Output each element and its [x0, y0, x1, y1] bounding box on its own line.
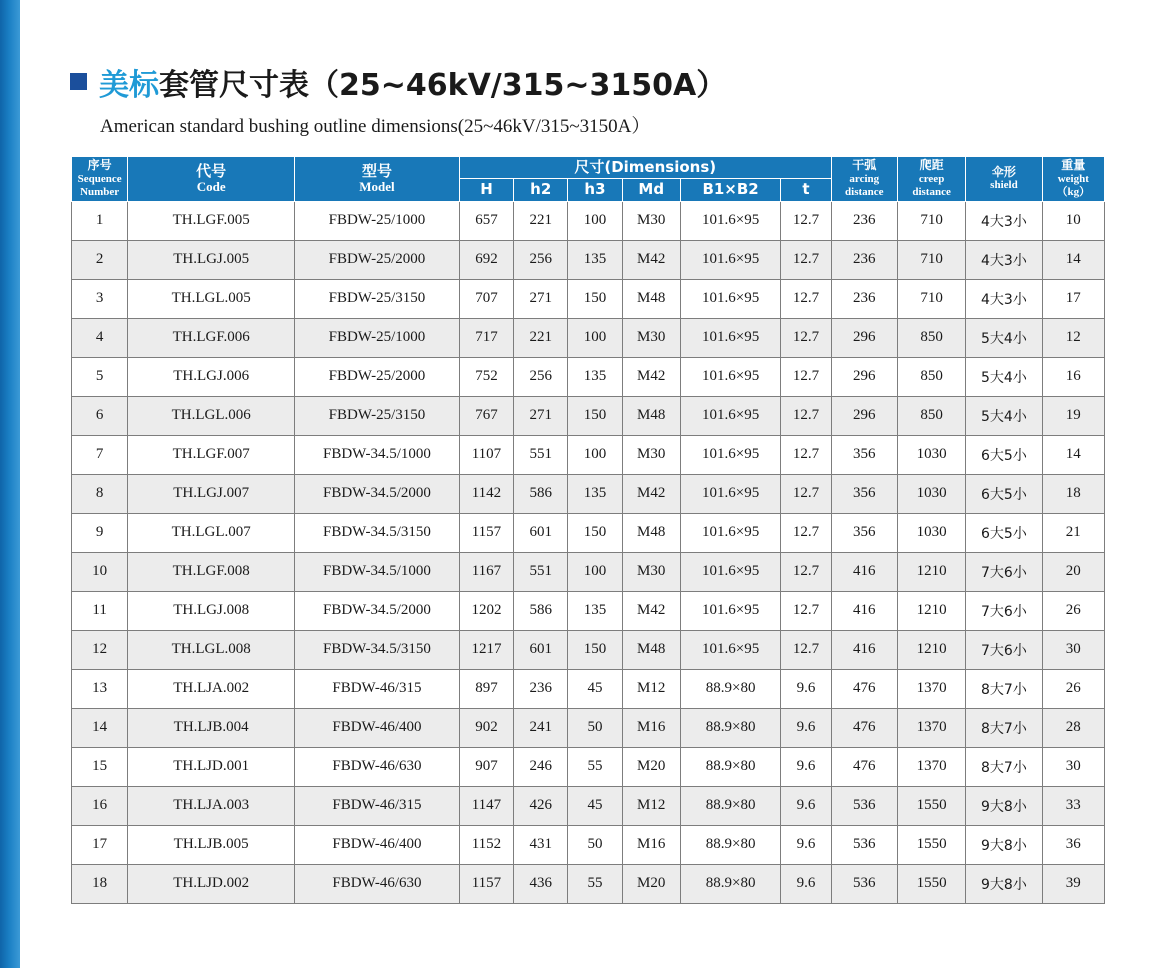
cell-b1b2: 101.6×95 [680, 396, 780, 435]
cell-sequence: 6 [72, 396, 128, 435]
table-row [72, 747, 1105, 786]
table-row [72, 708, 1105, 747]
cell-weight: 36 [1042, 825, 1104, 864]
cell-h3: 55 [568, 864, 622, 903]
cell-arcing-distance: 416 [831, 630, 897, 669]
cell-weight: 10 [1042, 201, 1104, 240]
cell-b1b2: 101.6×95 [680, 513, 780, 552]
th-weight-en-1: weight [1057, 173, 1089, 185]
cell-shield: 4大3小 [966, 279, 1042, 318]
cell-h3: 100 [568, 318, 622, 357]
cell-model: FBDW-46/315 [295, 669, 460, 708]
cell-model: FBDW-34.5/3150 [295, 630, 460, 669]
cell-t: 12.7 [781, 474, 831, 513]
cell-creep-distance: 1370 [897, 747, 965, 786]
cell-creep-distance: 1210 [897, 591, 965, 630]
cell-code: TH.LJB.005 [128, 825, 295, 864]
th-code-en: Code [196, 178, 226, 194]
cell-shield: 6大5小 [966, 474, 1042, 513]
cell-model: FBDW-34.5/1000 [295, 435, 460, 474]
cell-t: 9.6 [781, 864, 831, 903]
cell-creep-distance: 1210 [897, 552, 965, 591]
bushing-dimensions-table [71, 156, 1105, 904]
cell-h3: 45 [568, 669, 622, 708]
cell-h3: 100 [568, 552, 622, 591]
cell-h2: 256 [514, 240, 568, 279]
cell-arcing-distance: 296 [831, 357, 897, 396]
cell-md: M42 [622, 240, 680, 279]
cell-sequence: 18 [72, 864, 128, 903]
cell-sequence: 2 [72, 240, 128, 279]
cell-md: M42 [622, 591, 680, 630]
cell-h: 657 [459, 201, 513, 240]
th-dimensions-group: 尺寸(Dimensions) [459, 157, 831, 179]
cell-model: FBDW-46/400 [295, 825, 460, 864]
cell-h: 707 [459, 279, 513, 318]
table-row [72, 318, 1105, 357]
cell-t: 9.6 [781, 825, 831, 864]
cell-creep-distance: 1210 [897, 630, 965, 669]
th-sequence-en-2: Number [80, 185, 120, 198]
cell-model: FBDW-25/1000 [295, 201, 460, 240]
th-shield [966, 157, 1042, 202]
cell-b1b2: 101.6×95 [680, 357, 780, 396]
cell-t: 12.7 [781, 279, 831, 318]
cell-creep-distance: 1030 [897, 435, 965, 474]
table-row [72, 279, 1105, 318]
cell-h2: 271 [514, 396, 568, 435]
cell-t: 12.7 [781, 201, 831, 240]
cell-shield: 7大6小 [966, 552, 1042, 591]
th-h2: h2 [514, 179, 568, 201]
cell-h2: 586 [514, 474, 568, 513]
cell-model: FBDW-25/3150 [295, 279, 460, 318]
cell-arcing-distance: 416 [831, 591, 897, 630]
cell-code: TH.LGF.005 [128, 201, 295, 240]
cell-t: 9.6 [781, 747, 831, 786]
cell-shield: 8大7小 [966, 747, 1042, 786]
th-md: Md [622, 179, 680, 201]
page-title-accent: 美标 [99, 68, 159, 103]
table-row [72, 864, 1105, 903]
cell-t: 12.7 [781, 240, 831, 279]
th-sequence-number [72, 157, 128, 202]
th-sequence-en-1: Sequence [77, 173, 122, 185]
cell-shield: 8大7小 [966, 669, 1042, 708]
th-b1b2: B1×B2 [680, 179, 780, 201]
cell-creep-distance: 1030 [897, 474, 965, 513]
table-row [72, 513, 1105, 552]
cell-arcing-distance: 476 [831, 708, 897, 747]
cell-model: FBDW-46/630 [295, 864, 460, 903]
table-header-row-1 [72, 157, 1105, 179]
cell-model: FBDW-25/1000 [295, 318, 460, 357]
cell-h2: 586 [514, 591, 568, 630]
cell-creep-distance: 850 [897, 357, 965, 396]
cell-h: 907 [459, 747, 513, 786]
cell-creep-distance: 1370 [897, 669, 965, 708]
th-creep-cn: 爬距 [919, 158, 944, 173]
cell-md: M42 [622, 357, 680, 396]
cell-model: FBDW-34.5/2000 [295, 591, 460, 630]
cell-md: M20 [622, 747, 680, 786]
th-weight [1042, 157, 1104, 202]
left-accent-bar [0, 0, 20, 968]
cell-weight: 19 [1042, 396, 1104, 435]
cell-weight: 28 [1042, 708, 1104, 747]
th-model-en: Model [359, 178, 395, 194]
cell-h3: 100 [568, 201, 622, 240]
cell-code: TH.LGL.008 [128, 630, 295, 669]
cell-code: TH.LGJ.008 [128, 591, 295, 630]
cell-h: 1217 [459, 630, 513, 669]
cell-weight: 21 [1042, 513, 1104, 552]
th-arcing-en-2: distance [845, 185, 884, 198]
cell-arcing-distance: 296 [831, 318, 897, 357]
cell-shield: 9大8小 [966, 825, 1042, 864]
cell-md: M30 [622, 435, 680, 474]
cell-code: TH.LGF.007 [128, 435, 295, 474]
cell-h2: 431 [514, 825, 568, 864]
th-arcing-en-1: arcing [849, 173, 880, 185]
cell-code: TH.LGJ.006 [128, 357, 295, 396]
cell-creep-distance: 1550 [897, 864, 965, 903]
table-body [72, 201, 1105, 903]
th-shield-cn: 伞形 [991, 164, 1016, 179]
cell-h3: 50 [568, 708, 622, 747]
cell-t: 12.7 [781, 513, 831, 552]
page-title [99, 60, 726, 104]
table-row [72, 591, 1105, 630]
cell-shield: 5大4小 [966, 396, 1042, 435]
cell-arcing-distance: 356 [831, 435, 897, 474]
cell-weight: 30 [1042, 747, 1104, 786]
cell-creep-distance: 1550 [897, 825, 965, 864]
th-shield-en: shield [990, 179, 1018, 192]
cell-sequence: 10 [72, 552, 128, 591]
page-header [70, 60, 1110, 138]
cell-model: FBDW-25/2000 [295, 357, 460, 396]
table-row [72, 669, 1105, 708]
cell-h3: 100 [568, 435, 622, 474]
cell-creep-distance: 710 [897, 240, 965, 279]
cell-h2: 246 [514, 747, 568, 786]
cell-creep-distance: 850 [897, 396, 965, 435]
cell-b1b2: 88.9×80 [680, 825, 780, 864]
cell-md: M12 [622, 786, 680, 825]
cell-weight: 26 [1042, 669, 1104, 708]
table-row [72, 357, 1105, 396]
cell-arcing-distance: 356 [831, 513, 897, 552]
table-row [72, 396, 1105, 435]
cell-b1b2: 101.6×95 [680, 318, 780, 357]
cell-model: FBDW-25/3150 [295, 396, 460, 435]
cell-weight: 20 [1042, 552, 1104, 591]
cell-h: 717 [459, 318, 513, 357]
cell-model: FBDW-34.5/3150 [295, 513, 460, 552]
table-header [72, 157, 1105, 202]
cell-shield: 6大5小 [966, 513, 1042, 552]
cell-creep-distance: 1030 [897, 513, 965, 552]
cell-h: 1107 [459, 435, 513, 474]
cell-h: 692 [459, 240, 513, 279]
cell-arcing-distance: 236 [831, 201, 897, 240]
cell-creep-distance: 710 [897, 279, 965, 318]
cell-model: FBDW-46/315 [295, 786, 460, 825]
title-row [70, 60, 1110, 104]
cell-h: 897 [459, 669, 513, 708]
cell-h3: 135 [568, 357, 622, 396]
cell-weight: 18 [1042, 474, 1104, 513]
cell-md: M48 [622, 279, 680, 318]
cell-h2: 601 [514, 513, 568, 552]
cell-shield: 9大8小 [966, 786, 1042, 825]
cell-h2: 271 [514, 279, 568, 318]
cell-shield: 4大3小 [966, 240, 1042, 279]
cell-b1b2: 101.6×95 [680, 630, 780, 669]
table-row [72, 552, 1105, 591]
cell-shield: 9大8小 [966, 864, 1042, 903]
cell-shield: 7大6小 [966, 630, 1042, 669]
cell-b1b2: 101.6×95 [680, 279, 780, 318]
cell-h2: 551 [514, 552, 568, 591]
cell-shield: 5大4小 [966, 357, 1042, 396]
cell-h: 1142 [459, 474, 513, 513]
table-row [72, 435, 1105, 474]
cell-h2: 436 [514, 864, 568, 903]
cell-h3: 150 [568, 513, 622, 552]
cell-arcing-distance: 536 [831, 864, 897, 903]
th-weight-en-2: （kg） [1056, 185, 1091, 198]
cell-b1b2: 88.9×80 [680, 786, 780, 825]
cell-h: 767 [459, 396, 513, 435]
table-row [72, 786, 1105, 825]
cell-code: TH.LGL.007 [128, 513, 295, 552]
cell-sequence: 11 [72, 591, 128, 630]
th-h3: h3 [568, 179, 622, 201]
cell-weight: 14 [1042, 240, 1104, 279]
cell-h: 1147 [459, 786, 513, 825]
cell-md: M48 [622, 630, 680, 669]
th-code [128, 157, 295, 202]
cell-t: 12.7 [781, 552, 831, 591]
cell-h2: 426 [514, 786, 568, 825]
cell-sequence: 5 [72, 357, 128, 396]
cell-h: 1157 [459, 864, 513, 903]
cell-weight: 30 [1042, 630, 1104, 669]
cell-md: M30 [622, 552, 680, 591]
cell-code: TH.LGL.005 [128, 279, 295, 318]
cell-creep-distance: 850 [897, 318, 965, 357]
page-title-rest: 套管尺寸表（25~46kV/315~3150A） [159, 68, 727, 103]
cell-code: TH.LJB.004 [128, 708, 295, 747]
cell-arcing-distance: 536 [831, 786, 897, 825]
th-t: t [781, 179, 831, 201]
cell-weight: 14 [1042, 435, 1104, 474]
cell-b1b2: 101.6×95 [680, 201, 780, 240]
cell-t: 9.6 [781, 669, 831, 708]
cell-h3: 50 [568, 825, 622, 864]
cell-creep-distance: 710 [897, 201, 965, 240]
cell-h3: 135 [568, 474, 622, 513]
table-row [72, 474, 1105, 513]
cell-sequence: 12 [72, 630, 128, 669]
th-creep-en-2: distance [912, 185, 951, 198]
cell-code: TH.LJD.001 [128, 747, 295, 786]
table-row [72, 240, 1105, 279]
cell-shield: 7大6小 [966, 591, 1042, 630]
cell-md: M16 [622, 708, 680, 747]
cell-t: 12.7 [781, 318, 831, 357]
cell-sequence: 9 [72, 513, 128, 552]
cell-sequence: 14 [72, 708, 128, 747]
th-code-cn: 代号 [196, 161, 227, 180]
cell-sequence: 8 [72, 474, 128, 513]
cell-code: TH.LJA.002 [128, 669, 295, 708]
cell-sequence: 15 [72, 747, 128, 786]
cell-creep-distance: 1550 [897, 786, 965, 825]
cell-weight: 12 [1042, 318, 1104, 357]
cell-arcing-distance: 356 [831, 474, 897, 513]
cell-code: TH.LJA.003 [128, 786, 295, 825]
cell-weight: 39 [1042, 864, 1104, 903]
cell-creep-distance: 1370 [897, 708, 965, 747]
cell-arcing-distance: 236 [831, 279, 897, 318]
cell-model: FBDW-25/2000 [295, 240, 460, 279]
cell-t: 12.7 [781, 357, 831, 396]
th-sequence-cn: 序号 [87, 158, 112, 173]
cell-arcing-distance: 416 [831, 552, 897, 591]
cell-h: 1167 [459, 552, 513, 591]
cell-b1b2: 88.9×80 [680, 864, 780, 903]
cell-code: TH.LGJ.007 [128, 474, 295, 513]
cell-sequence: 13 [72, 669, 128, 708]
cell-arcing-distance: 476 [831, 747, 897, 786]
cell-h2: 241 [514, 708, 568, 747]
cell-weight: 26 [1042, 591, 1104, 630]
cell-h3: 135 [568, 591, 622, 630]
cell-md: M48 [622, 513, 680, 552]
cell-h2: 601 [514, 630, 568, 669]
cell-weight: 17 [1042, 279, 1104, 318]
th-model-cn: 型号 [361, 161, 392, 180]
table-row [72, 630, 1105, 669]
cell-model: FBDW-46/630 [295, 747, 460, 786]
cell-weight: 33 [1042, 786, 1104, 825]
cell-arcing-distance: 536 [831, 825, 897, 864]
cell-h2: 256 [514, 357, 568, 396]
cell-arcing-distance: 476 [831, 669, 897, 708]
th-h: H [459, 179, 513, 201]
cell-t: 12.7 [781, 591, 831, 630]
table-row [72, 825, 1105, 864]
cell-h2: 221 [514, 201, 568, 240]
cell-h3: 135 [568, 240, 622, 279]
cell-h: 1157 [459, 513, 513, 552]
cell-shield: 8大7小 [966, 708, 1042, 747]
cell-code: TH.LGF.006 [128, 318, 295, 357]
cell-shield: 5大4小 [966, 318, 1042, 357]
cell-b1b2: 88.9×80 [680, 747, 780, 786]
cell-arcing-distance: 236 [831, 240, 897, 279]
cell-model: FBDW-34.5/2000 [295, 474, 460, 513]
th-arcing-distance [831, 157, 897, 202]
cell-b1b2: 101.6×95 [680, 552, 780, 591]
cell-b1b2: 88.9×80 [680, 708, 780, 747]
bullet-square-icon [70, 73, 87, 90]
cell-md: M30 [622, 201, 680, 240]
cell-shield: 6大5小 [966, 435, 1042, 474]
cell-h: 902 [459, 708, 513, 747]
page-subtitle: American standard bushing outline dimensions(25~46kV/315~3150A） [100, 116, 651, 137]
cell-b1b2: 101.6×95 [680, 240, 780, 279]
cell-h3: 55 [568, 747, 622, 786]
cell-h3: 150 [568, 396, 622, 435]
cell-h3: 45 [568, 786, 622, 825]
cell-h: 1152 [459, 825, 513, 864]
cell-arcing-distance: 296 [831, 396, 897, 435]
cell-t: 12.7 [781, 435, 831, 474]
th-creep-distance [897, 157, 965, 202]
cell-t: 12.7 [781, 396, 831, 435]
cell-md: M20 [622, 864, 680, 903]
cell-code: TH.LGJ.005 [128, 240, 295, 279]
cell-h2: 221 [514, 318, 568, 357]
cell-h: 1202 [459, 591, 513, 630]
cell-sequence: 1 [72, 201, 128, 240]
cell-h3: 150 [568, 630, 622, 669]
cell-md: M12 [622, 669, 680, 708]
cell-h2: 236 [514, 669, 568, 708]
cell-b1b2: 101.6×95 [680, 591, 780, 630]
cell-model: FBDW-34.5/1000 [295, 552, 460, 591]
cell-h3: 150 [568, 279, 622, 318]
cell-sequence: 16 [72, 786, 128, 825]
cell-h: 752 [459, 357, 513, 396]
cell-h2: 551 [514, 435, 568, 474]
cell-md: M42 [622, 474, 680, 513]
cell-model: FBDW-46/400 [295, 708, 460, 747]
cell-code: TH.LGL.006 [128, 396, 295, 435]
th-model [295, 157, 460, 202]
cell-sequence: 4 [72, 318, 128, 357]
cell-md: M16 [622, 825, 680, 864]
th-arcing-cn: 干弧 [852, 158, 877, 173]
cell-b1b2: 101.6×95 [680, 435, 780, 474]
cell-sequence: 17 [72, 825, 128, 864]
cell-t: 9.6 [781, 708, 831, 747]
cell-weight: 16 [1042, 357, 1104, 396]
cell-t: 12.7 [781, 630, 831, 669]
cell-code: TH.LJD.002 [128, 864, 295, 903]
cell-shield: 4大3小 [966, 201, 1042, 240]
cell-md: M30 [622, 318, 680, 357]
cell-b1b2: 101.6×95 [680, 474, 780, 513]
cell-b1b2: 88.9×80 [680, 669, 780, 708]
cell-code: TH.LGF.008 [128, 552, 295, 591]
th-creep-en-1: creep [918, 173, 945, 185]
cell-md: M48 [622, 396, 680, 435]
table-row [72, 201, 1105, 240]
cell-sequence: 7 [72, 435, 128, 474]
th-weight-cn: 重量 [1061, 158, 1086, 173]
cell-t: 9.6 [781, 786, 831, 825]
cell-sequence: 3 [72, 279, 128, 318]
